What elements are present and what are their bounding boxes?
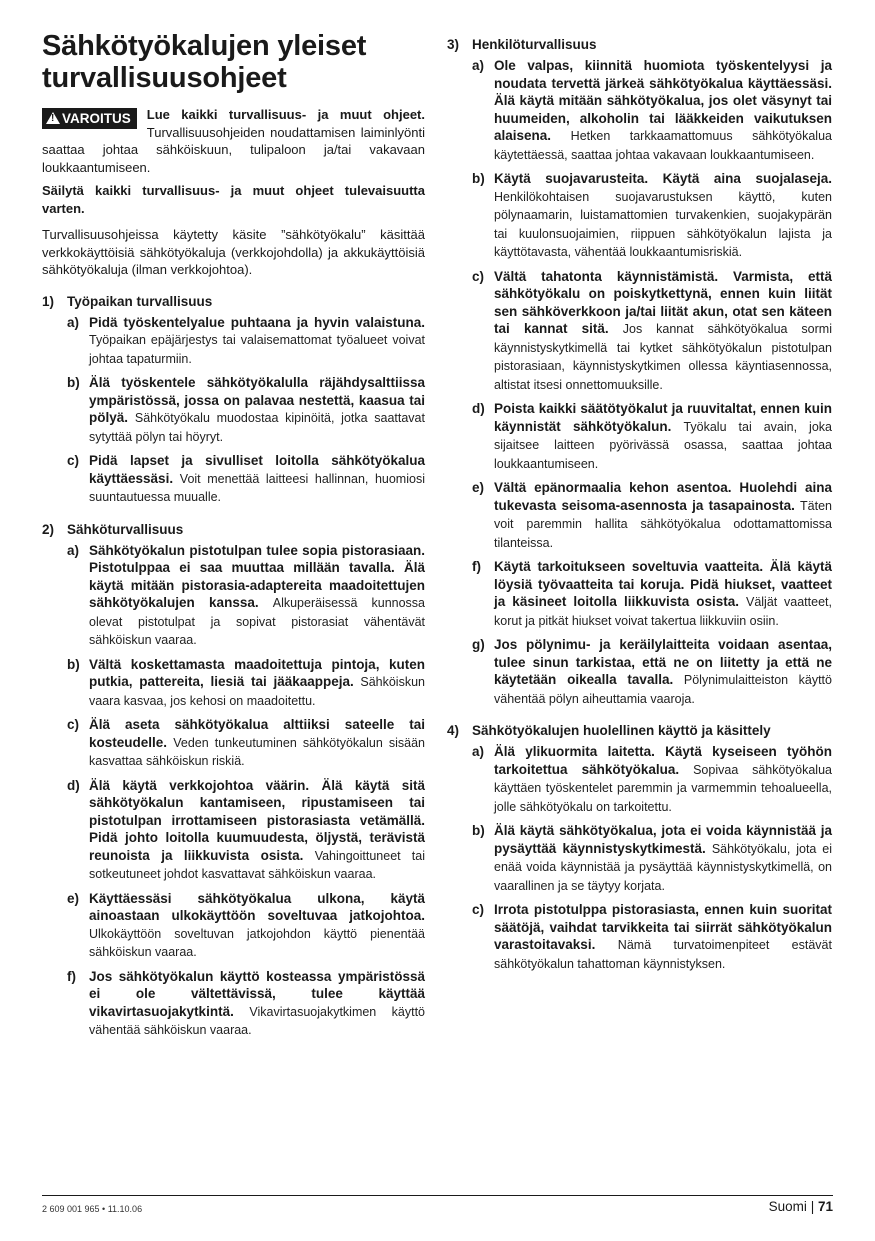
item-body [89, 374, 425, 446]
item-letter: d) [472, 401, 485, 416]
item-letter: f) [67, 968, 76, 984]
list-item [472, 57, 832, 164]
item-letter: a) [67, 314, 80, 330]
item-body [494, 901, 832, 973]
list-item [67, 716, 425, 771]
item-body [89, 716, 425, 771]
list-item [472, 901, 832, 973]
item-letter: e) [472, 480, 485, 495]
item-explanation: Täten voit paremmin hallita sähkötyökalua odottamattomissa tilanteissa. [494, 498, 832, 550]
list-item [472, 268, 832, 395]
item-body [89, 890, 425, 962]
item-bold-instruction: Älä aseta sähkötyökalua alttiiksi sateelle tai kosteudelle. [89, 717, 425, 750]
item-body [89, 452, 425, 507]
list-item [67, 968, 425, 1040]
item-explanation: Väljät vaatteet, korut ja pitkät hiukset voivat takertua liikkuviin osiin. [494, 595, 832, 628]
item-letter: e) [67, 890, 80, 906]
sections-right [447, 36, 832, 973]
item-body [89, 314, 425, 369]
list-item [67, 542, 425, 650]
item-body [494, 479, 832, 552]
footer-page-info [769, 1199, 833, 1214]
item-bold-instruction: Vältä epänormaalia kehon asentoa. Huolehdi aina tukevasta seisoma-asennosta ja tasapainosta. [494, 480, 832, 513]
item-letter: d) [67, 777, 80, 793]
item-letter: a) [472, 744, 485, 759]
item-bold-instruction: Vältä koskettamasta maadoitettuja pintoja, kuten putkia, pattereita, liesiä tai jääkaappeja. [89, 656, 425, 689]
section-1 [42, 293, 425, 507]
item-body [494, 57, 832, 164]
section-title: Sähkötyökalujen huolellinen käyttö ja käsittely [472, 723, 771, 738]
item-letter: a) [472, 58, 485, 73]
item-letter: c) [472, 268, 485, 284]
section-3 [447, 36, 832, 708]
item-explanation: Sähkötyökalu muodostaa kipinöitä, jotka saattavat sytyttää pölyn tai höyryt. [89, 411, 425, 444]
item-bold-instruction: Älä ylikuormita laitetta. Käytä kyseiseen työhön tarkoitettua sähkötyökalua. [494, 744, 832, 777]
list-item [472, 400, 832, 473]
item-explanation: Työkalu tai avain, joka sijaitsee laitteen pyörivässä osassa, saattaa johtaa loukkaantumiseen. [494, 419, 832, 471]
section-number: 4) [447, 723, 460, 738]
section-heading [447, 722, 832, 740]
item-body [494, 400, 832, 473]
footer-divider [42, 1195, 833, 1196]
list-item [67, 777, 425, 884]
warning-bold-text: Lue kaikki turvallisuus- ja muut ohjeet. [146, 107, 425, 122]
left-column [42, 30, 425, 1046]
item-letter: b) [472, 171, 485, 186]
item-explanation: Voit menettää laitteesi hallinnan, huomiosi suuntautuessa muualle. [89, 471, 425, 504]
section-heading [42, 521, 425, 539]
footer-doc-number: 2 609 001 965 • 11.10.06 [42, 1204, 143, 1214]
right-column [447, 36, 832, 979]
item-explanation: Ulkokäyttöön soveltuvan jatkojohdon käyttö pienentää sähköiskun vaaraa. [89, 926, 425, 959]
section-2 [42, 521, 425, 1040]
definition-paragraph: Turvallisuusohjeissa käytetty käsite ”sähkötyökalu” käsittää verkkokäyttöisiä sähkötyökaluja (verkkojohdolla) ja akkukäyttöisiä sähkötyökaluja (ilman verkkojohtoa). [42, 227, 425, 277]
section-title: Työpaikan turvallisuus [67, 293, 213, 309]
item-letter: b) [67, 375, 80, 390]
item-explanation: Alkuperäisessä kunnossa olevat pistotulpat ja sopivat pistorasiat vähentävät sähköiskun vaaraa. [89, 596, 425, 647]
section-4 [447, 722, 832, 973]
list-item [67, 656, 425, 711]
warning-badge-label: VAROITUS [62, 111, 131, 126]
item-body [89, 777, 425, 884]
item-explanation: Sähköiskun vaara kasvaa, jos kehosi on maadoitettu. [89, 675, 425, 708]
item-explanation: Nämä turvatoimenpiteet estävät sähkötyökalun tahattoman käynnistyksen. [494, 938, 832, 971]
item-body [494, 822, 832, 895]
item-explanation: Hetken tarkkaamattomuus sähkötyökalua käytettäessä, saattaa johtaa vakavaan loukkaantumiseen. [494, 129, 832, 162]
item-bold-instruction: Sähkötyökalun pistotulpan tulee sopia pistorasiaan. Pistotulppaa ei saa muuttaa millään tavalla. Älä käytä mitään pistorasia-adaptereita maadoitettujen sähkötyökalujen kanssa. [89, 542, 425, 610]
item-bold-instruction: Poista kaikki säätötyökalut ja ruuvitaltat, ennen kuin käynnistät sähkötyökalun. [494, 401, 832, 434]
item-bold-instruction: Älä käytä sähkötyökalua, jota ei voida käynnistää ja pysäyttää käynnistyskytkimestä. [494, 823, 832, 856]
list-item [472, 822, 832, 895]
item-body [494, 636, 832, 708]
footer-language: Suomi [768, 1199, 807, 1214]
item-bold-instruction: Ole valpas, kiinnitä huomiota työskentelyysi ja noudata tervettä järkeä sähkötyökalua käyttäessäsi. Älä käytä mitään sähkötyökalua, jos olet väsynyt tai huumeiden, alkoholin tai lääkkeiden vaikutuksen alaisena. [494, 58, 832, 143]
list-item [67, 374, 425, 446]
section-number: 2) [42, 521, 55, 537]
item-body [494, 743, 832, 816]
item-letter: f) [472, 559, 481, 574]
item-letter: g) [472, 637, 485, 652]
section-title: Henkilöturvallisuus [472, 37, 597, 52]
item-bold-instruction: Käytä tarkoitukseen soveltuvia vaatteita. Älä käytä löysiä työvaatteita tai koruja. Pidä hiukset, vaatteet ja käsineet loitolla liikkuvista osista. [494, 559, 832, 609]
item-bold-instruction: Jos sähkötyökalun käyttö kosteassa ympäristössä ei ole vältettävissä, tulee käyttää vikavirtasuojakytkintä. [89, 968, 425, 1019]
item-bold-instruction: Vältä tahatonta käynnistämistä. Varmista, että sähkötyökalu on poiskytkettynä, ennen kuin liität sen sähköverkkoon ja/tai liität akun, otat sen käteen tai kannat sitä. [494, 268, 832, 336]
section-title: Sähköturvallisuus [67, 521, 184, 537]
item-letter: c) [67, 453, 80, 468]
item-explanation: Työpaikan epäjärjestys tai valaisemattomat työalueet voivat johtaa tapaturmiin. [89, 333, 425, 366]
list-item [472, 558, 832, 630]
keep-instructions-note: Säilytä kaikki turvallisuus- ja muut ohjeet tulevaisuutta varten. [42, 183, 425, 216]
item-body [494, 170, 832, 262]
section-heading [447, 36, 832, 54]
section-heading [42, 293, 425, 311]
section-number: 1) [42, 293, 55, 309]
list-item [67, 452, 425, 507]
item-explanation: Vikavirtasuojakytkimen käyttö vähentää sähköiskun vaaraa. [89, 1004, 425, 1037]
list-item [67, 314, 425, 369]
list-item [67, 890, 425, 962]
item-letter: c) [67, 717, 80, 732]
item-bold-instruction: Jos pölynimu- ja keräilylaitteita voidaan asentaa, tulee sinun tarkistaa, että ne on liitetty ja että ne käytetään oikealla tavalla. [494, 637, 832, 687]
item-letter: b) [472, 823, 485, 838]
item-bold-instruction: Käytä suojavarusteita. Käytä aina suojalaseja. [494, 171, 832, 186]
item-letter: c) [472, 902, 485, 917]
item-explanation: Jos kannat sähkötyökalua sormi käynnistyskytkimellä tai kytket sähkötyökalun pistotulpan pistorasiaan, käynnistyskytkimen ollessa käyntiasennossa, altistat itsesi onnettomuuksille. [494, 322, 832, 392]
sections-left [42, 293, 425, 1040]
item-bold-instruction: Käyttäessäsi sähkötyökalua ulkona, käytä ainoastaan ulkokäyttöön soveltuvaa jatkojohtoa. [89, 890, 425, 923]
item-body [494, 558, 832, 630]
item-explanation: Pölynimulaitteiston käyttö vähentää pölyn aiheuttamia vaaroja. [494, 673, 832, 706]
item-bold-instruction: Älä työskentele sähkötyökalulla räjähdysalttiissa ympäristössä, jossa on palavaa nestettä, kaasua tai pölyä. [89, 375, 425, 425]
footer-page-number: 71 [817, 1199, 833, 1214]
item-explanation: Veden tunkeutuminen sähkötyökalun sisään kasvattaa sähköiskun riskiä. [89, 735, 425, 768]
warning-text: Turvallisuusohjeiden noudattamisen laiminlyönti saattaa johtaa sähköiskuun, tulipaloon ja/tai vakavaan loukkaantumiseen. [42, 124, 425, 175]
item-explanation: Vahingoittuneet tai sotkeutuneet johdot kasvattavat sähköiskun vaaraa. [89, 848, 425, 881]
item-letter: b) [67, 656, 80, 672]
item-explanation: Henkilökohtaisen suojavarustuksen käyttö, kuten pölynaamarin, luistamattomien turvakenkien, suojakypärän tai kuulonsuojaimien, riippuen sähkötyökalun lajista ja käyttötavasta, vähentää loukkaantumisriskiä. [494, 189, 832, 259]
list-item [472, 479, 832, 552]
item-bold-instruction: Pidä työskentelyalue puhtaana ja hyvin valaistuna. [89, 314, 425, 330]
warning-badge [42, 108, 137, 129]
item-body [89, 656, 425, 711]
footer-separator: | [810, 1199, 815, 1214]
item-explanation: Sähkötyökalu, jota ei enää voida käynnistää ja pysäyttää käynnistyskytkimellä, on vaarallinen ja se täytyy korjata. [494, 841, 832, 893]
item-bold-instruction: Pidä lapset ja sivulliset loitolla sähkötyökalua käyttäessäsi. [89, 453, 425, 486]
item-bold-instruction: Irrota pistotulppa pistorasiasta, ennen kuin suoritat säätöjä, vaihdat tarvikkeita tai siirrät sähkötyökalun varastoitavaksi. [494, 902, 832, 952]
warning-block [42, 106, 425, 176]
item-explanation: Sopivaa sähkötyökalua käyttäen työskentelet paremmin ja varmemmin tehoalueella, jolle sähkötyökalu on tarkoitettu. [494, 762, 832, 814]
list-item [472, 170, 832, 262]
page-title: Sähkötyökalujen yleiset turvallisuusohjeet [42, 30, 367, 94]
item-bold-instruction: Älä käytä verkkojohtoa väärin. Älä käytä sitä sähkötyökalun kantamiseen, ripustamiseen tai pistotulpan irrottamiseen pistorasiasta vetämällä. Pidä johto loitolla kuumuudesta, öljystä, terävistä reunoista ja liikkuvista osista. [89, 777, 425, 863]
item-body [89, 542, 425, 650]
item-letter: a) [67, 542, 80, 558]
item-body [494, 268, 832, 395]
section-number: 3) [447, 37, 460, 52]
list-item [472, 743, 832, 816]
item-body [89, 968, 425, 1040]
list-item [472, 636, 832, 708]
warning-triangle-icon [46, 112, 60, 124]
